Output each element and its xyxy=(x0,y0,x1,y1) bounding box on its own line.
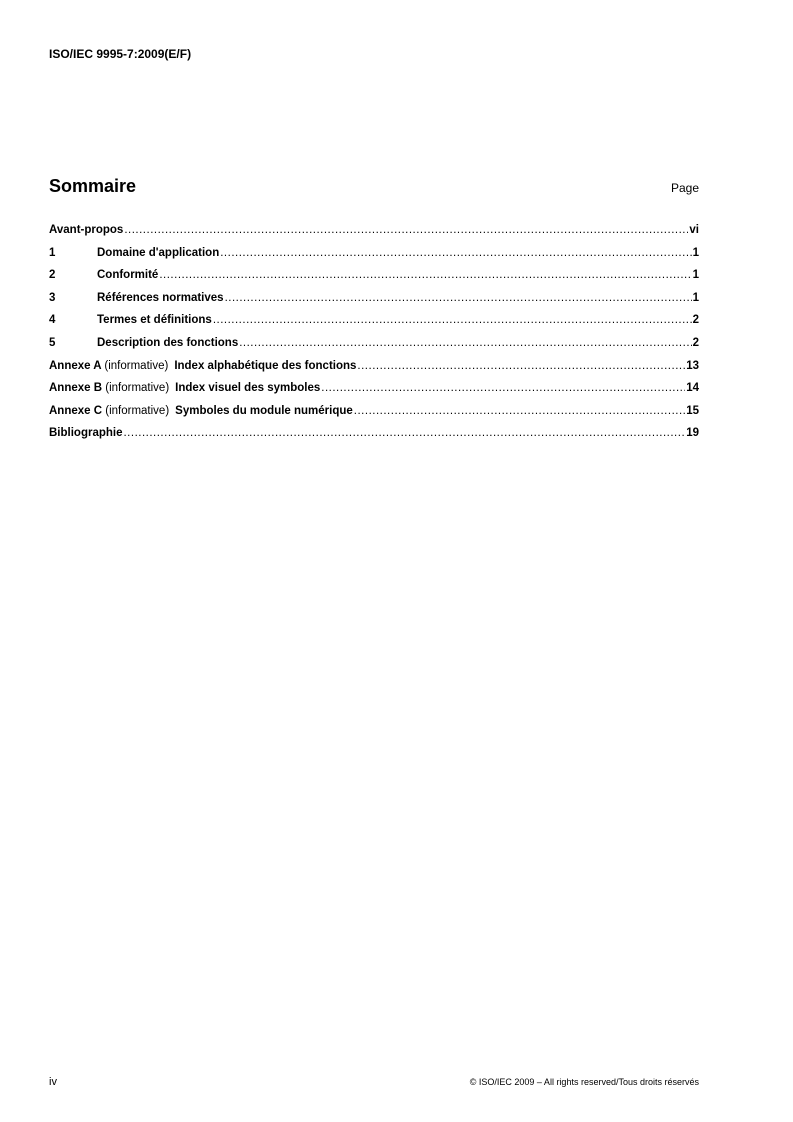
annex-label: Annexe A xyxy=(49,359,102,372)
toc-leader-dots xyxy=(213,314,692,326)
annex-qualifier: (informative) xyxy=(105,382,170,395)
toc-entry-scope[interactable] xyxy=(49,247,699,270)
annex-label: Annexe B xyxy=(49,382,103,395)
toc-entry-title: Index visuel des symboles xyxy=(175,382,321,395)
toc-entry-page: 1 xyxy=(692,291,699,304)
toc-entry-title: Avant-propos xyxy=(49,224,124,236)
toc-entry-title: Symboles du module numérique xyxy=(175,404,353,417)
toc-leader-dots xyxy=(124,224,688,236)
toc-entry-page: 14 xyxy=(686,382,699,395)
annex-prefix xyxy=(49,360,168,372)
toc-entry-page: 2 xyxy=(692,314,699,327)
toc-leader-dots xyxy=(123,427,685,439)
toc-entry-page: 2 xyxy=(692,336,699,349)
toc-entry-title: Références normatives xyxy=(97,291,224,304)
toc-entry-number: 4 xyxy=(49,314,56,327)
annex-label: Annexe C xyxy=(49,404,103,417)
toc-leader-dots xyxy=(239,337,691,349)
toc-entry-page: 13 xyxy=(686,359,699,372)
toc-entry-annex-c[interactable] xyxy=(49,405,699,428)
toc-leader-dots xyxy=(321,382,685,394)
toc-entry-bibliography[interactable] xyxy=(49,427,699,450)
toc-entry-number: 3 xyxy=(49,291,56,304)
annex-prefix xyxy=(49,382,169,394)
annex-qualifier: (informative) xyxy=(105,404,170,417)
toc-entry-page: 15 xyxy=(686,404,699,417)
toc-heading xyxy=(49,176,699,197)
toc-entry-foreword[interactable] xyxy=(49,224,699,247)
toc-page-label: Page xyxy=(670,181,699,195)
toc-leader-dots xyxy=(354,405,685,417)
toc-entry-title: Conformité xyxy=(97,269,159,282)
toc-entry-title: Termes et définitions xyxy=(97,314,212,327)
toc-leader-dots xyxy=(357,360,685,372)
footer-copyright: © ISO/IEC 2009 – All rights reserved/Tous droits réservés xyxy=(469,1077,699,1087)
toc-entry-number: 2 xyxy=(49,269,56,282)
toc-entry-conformance[interactable] xyxy=(49,269,699,292)
toc-leader-dots xyxy=(220,247,691,259)
annex-prefix xyxy=(49,405,169,417)
toc-entry-annex-b[interactable] xyxy=(49,382,699,405)
toc-entry-page: 1 xyxy=(692,246,699,259)
toc-title: Sommaire xyxy=(49,176,137,196)
toc-entry-page: vi xyxy=(689,224,699,236)
toc-entry-function-description[interactable] xyxy=(49,337,699,360)
toc-entry-title: Domaine d'application xyxy=(97,246,220,259)
toc-leader-dots xyxy=(159,269,691,281)
document-id: ISO/IEC 9995-7:2009(E/F) xyxy=(49,47,192,61)
toc-entry-annex-a[interactable] xyxy=(49,360,699,383)
toc-entry-page: 19 xyxy=(686,427,699,440)
table-of-contents xyxy=(49,224,699,450)
toc-entry-terms-definitions[interactable] xyxy=(49,314,699,337)
toc-entry-title: Description des fonctions xyxy=(97,336,239,349)
toc-entry-number: 5 xyxy=(49,336,56,349)
toc-entry-number: 1 xyxy=(49,246,56,259)
toc-entry-normative-references[interactable] xyxy=(49,292,699,315)
toc-entry-title: Index alphabétique des fonctions xyxy=(174,359,357,372)
footer-page-number: iv xyxy=(49,1076,57,1088)
annex-qualifier: (informative) xyxy=(104,359,169,372)
toc-entry-title: Bibliographie xyxy=(49,427,123,440)
toc-leader-dots xyxy=(225,292,692,304)
toc-entry-page: 1 xyxy=(692,269,699,282)
